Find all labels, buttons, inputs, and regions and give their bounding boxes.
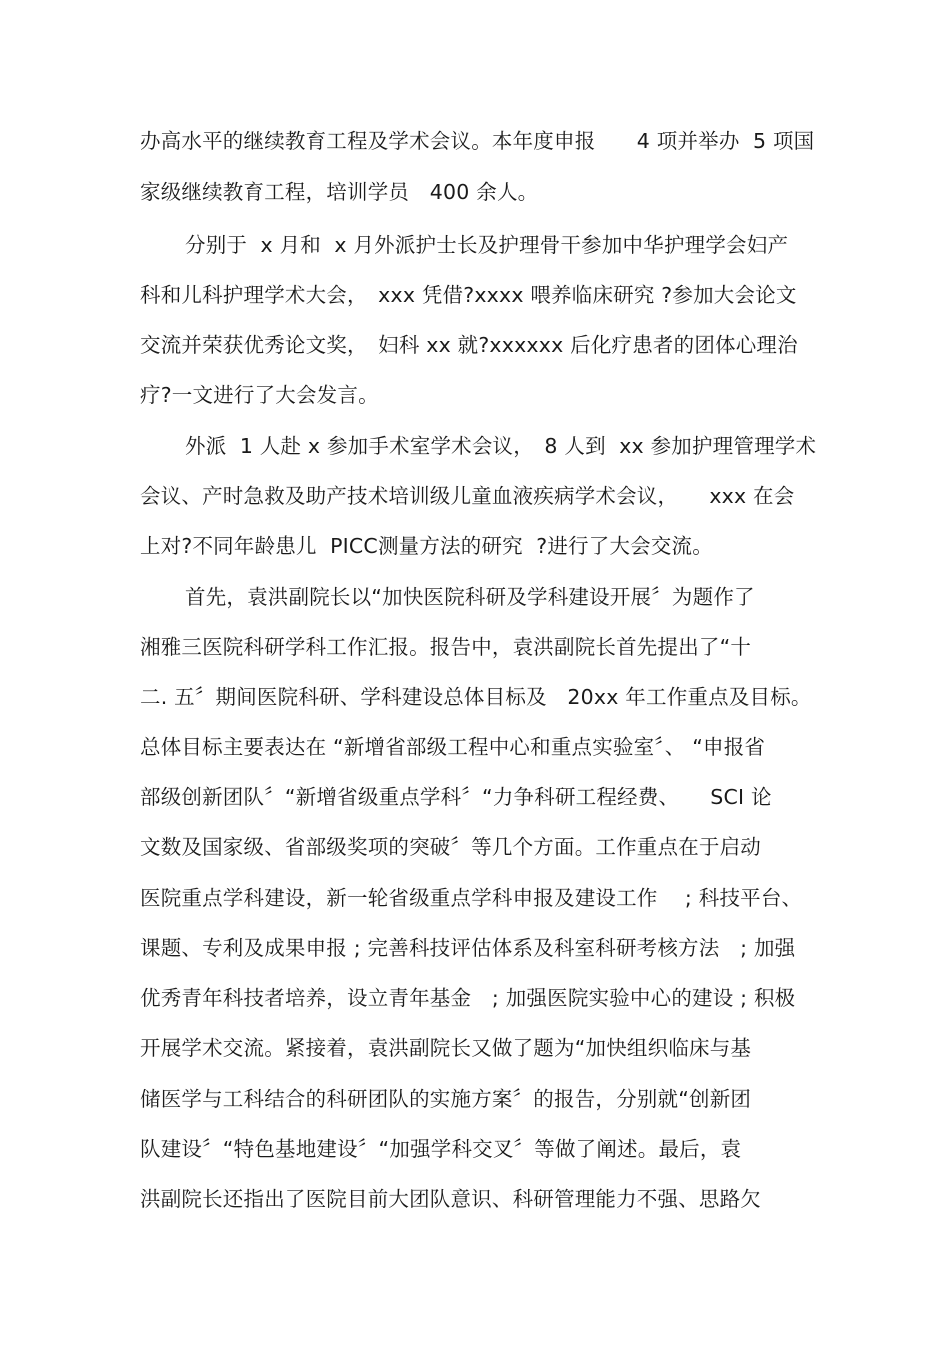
text-line: 文数及国家级、省部级奖项的突破〞等几个方面。工作重点在于启动: [140, 835, 761, 859]
text-line: 开展学术交流。紧接着，袁洪副院长又做了题为“加快组织临床与基: [140, 1036, 752, 1060]
paragraph-start-line: 分别于 x 月和 x 月外派护士长及护理骨干参加中华护理学会妇产: [185, 233, 789, 257]
text-line: 储医学与工科结合的科研团队的实施方案〞的报告，分别就“创新团: [140, 1087, 752, 1111]
text-line: 家级继续教育工程，培训学员 400 余人。: [140, 180, 539, 204]
text-line: 上对?不同年龄患儿 PICC测量方法的研究 ?进行了大会交流。: [140, 534, 713, 558]
text-line: 队建设〞“特色基地建设〞“加强学科交叉〞等做了阐述。最后，袁: [140, 1137, 742, 1161]
paragraph-start-line: 外派 1 人赴 x 参加手术室学术会议， 8 人到 xx 参加护理管理学术: [185, 434, 817, 458]
text-line: 湘雅三医院科研学科工作汇报。报告中，袁洪副院长首先提出了“十: [140, 635, 752, 659]
text-line: 优秀青年科技者培养，设立青年基金 ; 加强医院实验中心的建设 ; 积极: [140, 986, 796, 1010]
text-line: 课题、专利及成果申报 ; 完善科技评估体系及科室科研考核方法 ; 加强: [140, 936, 796, 960]
text-line: 医院重点学科建设，新一轮省级重点学科申报及建设工作 ; 科技平台、: [140, 886, 803, 910]
text-line: 会议、产时急救及助产技术培训级儿童血液疾病学术会议， xxx 在会: [140, 484, 795, 508]
paragraph-start-line: 首先，袁洪副院长以“加快医院科研及学科建设开展〞为题作了: [185, 585, 755, 609]
text-line: 总体目标主要表达在 “新增省部级工程中心和重点实验室〞、 “申报省: [140, 735, 766, 759]
text-line: 二. 五〞期间医院科研、学科建设总体目标及 20xx 年工作重点及目标。: [140, 685, 812, 709]
text-line: 办高水平的继续教育工程及学术会议。本年度申报 4 项并举办 5 项国: [140, 129, 815, 153]
text-line: 洪副院长还指出了医院目前大团队意识、科研管理能力不强、思路欠: [140, 1187, 761, 1211]
text-line: 部级创新团队〞“新增省级重点学科〞“力争科研工程经费、 SCI 论: [140, 785, 772, 809]
text-line: 科和儿科护理学术大会， xxx 凭借?xxxx 喂养临床研究 ?参加大会论文: [140, 283, 797, 307]
text-line: 交流并荣获优秀论文奖， 妇科 xx 就?xxxxxx 后化疗患者的团体心理治: [140, 333, 798, 357]
text-line: 疗?一文进行了大会发言。: [140, 383, 379, 407]
